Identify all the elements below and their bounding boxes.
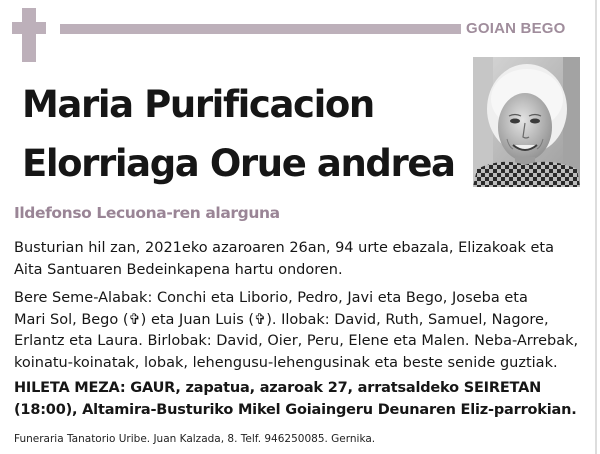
deceased-name-line-2: Elorriaga Orue andrea	[22, 142, 455, 185]
paragraph-family	[14, 288, 589, 374]
text-line: Aita Santuaren Bedeinkapena hartu ondoren.	[14, 261, 343, 278]
text-line: HILETA MEZA: GAUR, zapatua, azaroak 27, arratsaldeko SEIRETAN	[14, 380, 542, 396]
paragraph-funeral-mass	[14, 378, 589, 421]
text-line: Erlantz eta Laura. Birlobak: David, Oier, Peru, Elene eta Malen. Neba-Arrebak,	[14, 333, 579, 349]
text-line: Mari Sol, Bego (✞) eta Juan Luis (✞). Ilobak: David, Ruth, Samuel, Nagore,	[14, 311, 549, 328]
cross-vertical-bar	[22, 8, 36, 62]
deceased-name-line-1: Maria Purificacion	[22, 83, 374, 126]
subtitle: Ildefonso Lecuona-ren alarguna	[14, 204, 280, 222]
footer-funeral-home: Funeraria Tanatorio Uribe. Juan Kalzada, 8. Telf. 946250085. Gernika.	[14, 433, 376, 445]
portrait-image	[473, 57, 580, 187]
header-divider-bar	[60, 24, 461, 34]
paragraph-death-notice	[14, 238, 589, 281]
text-line: Bere Seme-Alabak: Conchi eta Liborio, Pedro, Javi eta Bego, Joseba eta	[14, 290, 528, 306]
section-label: GOIAN BEGO	[466, 20, 566, 37]
cross-horizontal-bar	[12, 22, 46, 34]
text-line: koinatu-koinatak, lobak, lehengusu-lehengusinak eta beste senide guztiak.	[14, 354, 558, 371]
text-line: (18:00), Altamira-Busturiko Mikel Goiaingeru Deunaren Eliz-parrokian.	[14, 401, 577, 418]
text-line: Busturian hil zan, 2021eko azaroaren 26an, 94 urte ebazala, Elizakoak eta	[14, 240, 554, 256]
right-edge-rule	[595, 0, 597, 454]
portrait-photo	[473, 57, 580, 187]
